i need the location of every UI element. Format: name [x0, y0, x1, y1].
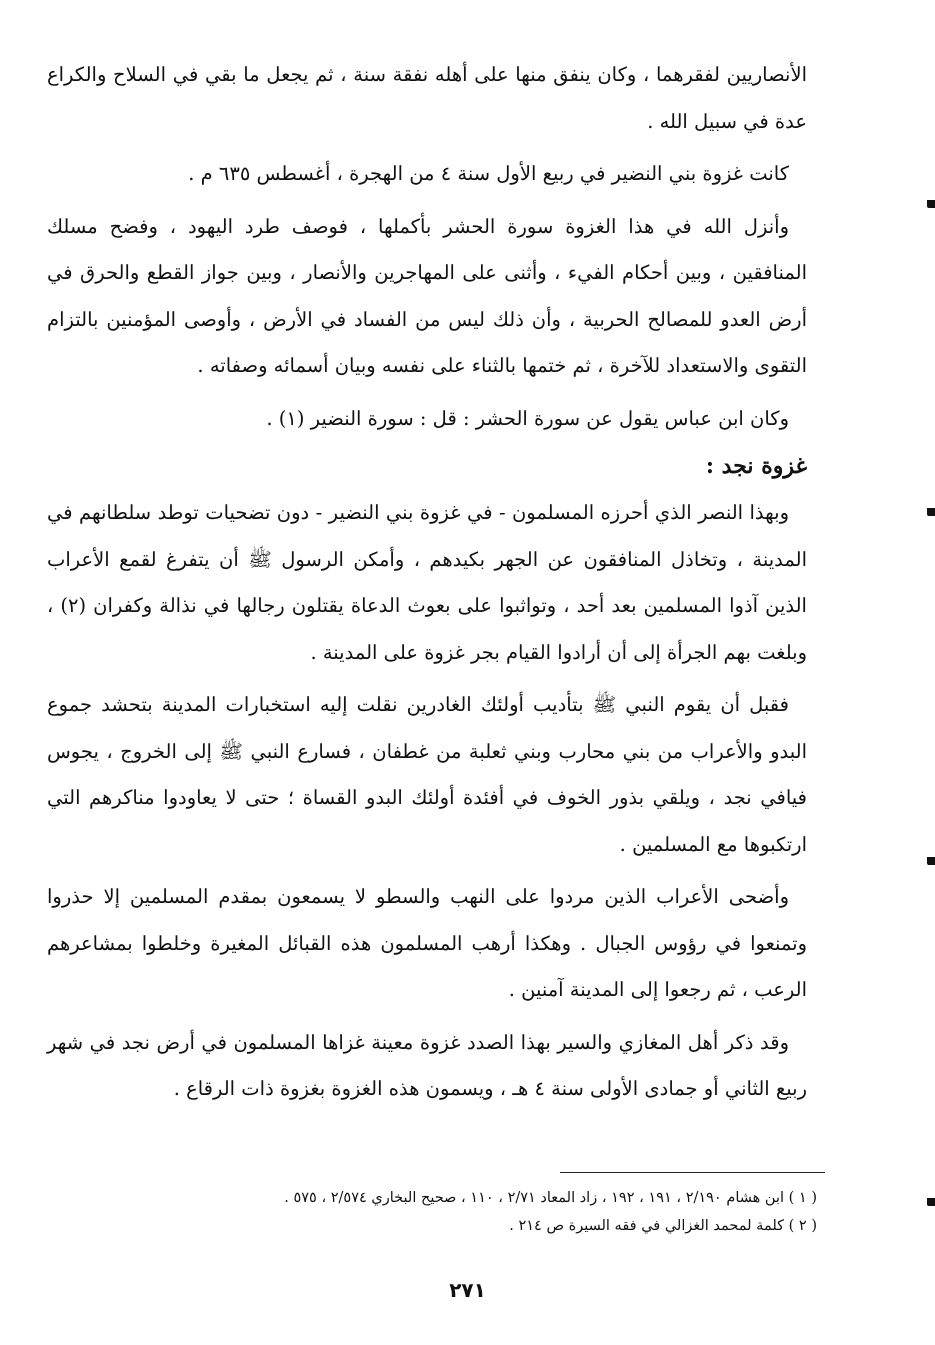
paragraph-8: وقد ذكر أهل المغازي والسير بهذا الصدد غزوة معينة غزاها المسلمون في أرض نجد في شهر ربيع الثاني أو جمادى الأولى سنة ٤ هـ ، ويسمون هذه الغزوة بغزوة ذات الرقاع .	[47, 1030, 807, 1100]
paragraph-2: كانت غزوة بني النضير في ربيع الأول سنة ٤ من الهجرة ، أغسطس ٦٣٥ م .	[188, 162, 789, 185]
paragraph-5: وبهذا النصر الذي أحرزه المسلمون - في غزوة بني النضير - دون تضحيات توطد سلطانهم في المدينة ، وتخاذل المنافقون عن الجهر بكيدهم ، وأمكن الرسول ﷺ أن يتفرغ لقمع الأعراب الذين آذوا المسلمين بعد أحد ، وتواثبوا على بعوث الدعاة يقتلون رجالها في نذالة وكفران (٢) ، وبلغت بهم الجرأة إلى أن أرادوا القيام بجر غزوة على المدينة .	[47, 501, 807, 664]
paragraph-3: وأنزل الله في هذا الغزوة سورة الحشر بأكملها ، فوصف طرد اليهود ، وفضح مسلك المنافقين ، وبين أحكام الفيء ، وأثنى على المهاجرين والأنصار ، وبين جواز القطع والحرق في أرض العدو للمصالح الحربية ، وأن ذلك ليس من الفساد في الأرض ، وأوصى المؤمنين بالتزام التقوى والاستعداد للآخرة ، ثم ختمها بالثناء على نفسه وبيان أسمائه وصفاته .	[47, 214, 807, 377]
section-heading: غزوة نجد :	[705, 453, 807, 479]
page-body	[47, 52, 807, 1113]
paragraph-1: الأنصاريين لفقرهما ، وكان ينفق منها على أهله نفقة سنة ، ثم يجعل ما بقي في السلاح والكراع عدة في سبيل الله .	[47, 63, 807, 133]
scan-edge-mark	[927, 857, 935, 865]
footnotes	[117, 1184, 817, 1240]
scan-edge-mark	[927, 200, 935, 208]
paragraph-6: فقبل أن يقوم النبي ﷺ بتأديب أولئك الغادرين نقلت إليه استخبارات المدينة بتحشد جموع البدو والأعراب من بني محارب وبني ثعلبة من غطفان ، فسارع النبي ﷺ إلى الخروج ، يجوس فيافي نجد ، ويلقي بذور الخوف في أفئدة أولئك البدو القساة ؛ حتى لا يعاودوا مناكرهم التي ارتكبوها مع المسلمين .	[47, 693, 807, 856]
paragraph-4: وكان ابن عباس يقول عن سورة الحشر : قل : سورة النضير (١) .	[266, 406, 789, 430]
scan-edge-mark	[927, 1198, 935, 1206]
footnote-2: ( ٢ ) كلمة لمحمد الغزالي في فقه السيرة ص ٢١٤ .	[509, 1218, 817, 1234]
paragraph-7: وأضحى الأعراب الذين مردوا على النهب والسطو لا يسمعون بمقدم المسلمين إلا حذروا وتمنعوا في رؤوس الجبال . وهكذا أرهب المسلمون هذه القبائل المغيرة وخلطوا بمشاعرهم الرعب ، ثم رجعوا إلى المدينة آمنين .	[47, 885, 807, 1001]
footnote-divider	[560, 1172, 825, 1173]
footnote-1: ( ١ ) ابن هشام ٢/١٩٠ ، ١٩١ ، ١٩٢ ، زاد المعاد ٢/٧١ ، ١١٠ ، صحيح البخاري ٢/٥٧٤ ، ٥٧٥ .	[284, 1190, 817, 1206]
scan-edge-mark	[927, 508, 935, 516]
page-number: ٢٧١	[449, 1278, 486, 1302]
